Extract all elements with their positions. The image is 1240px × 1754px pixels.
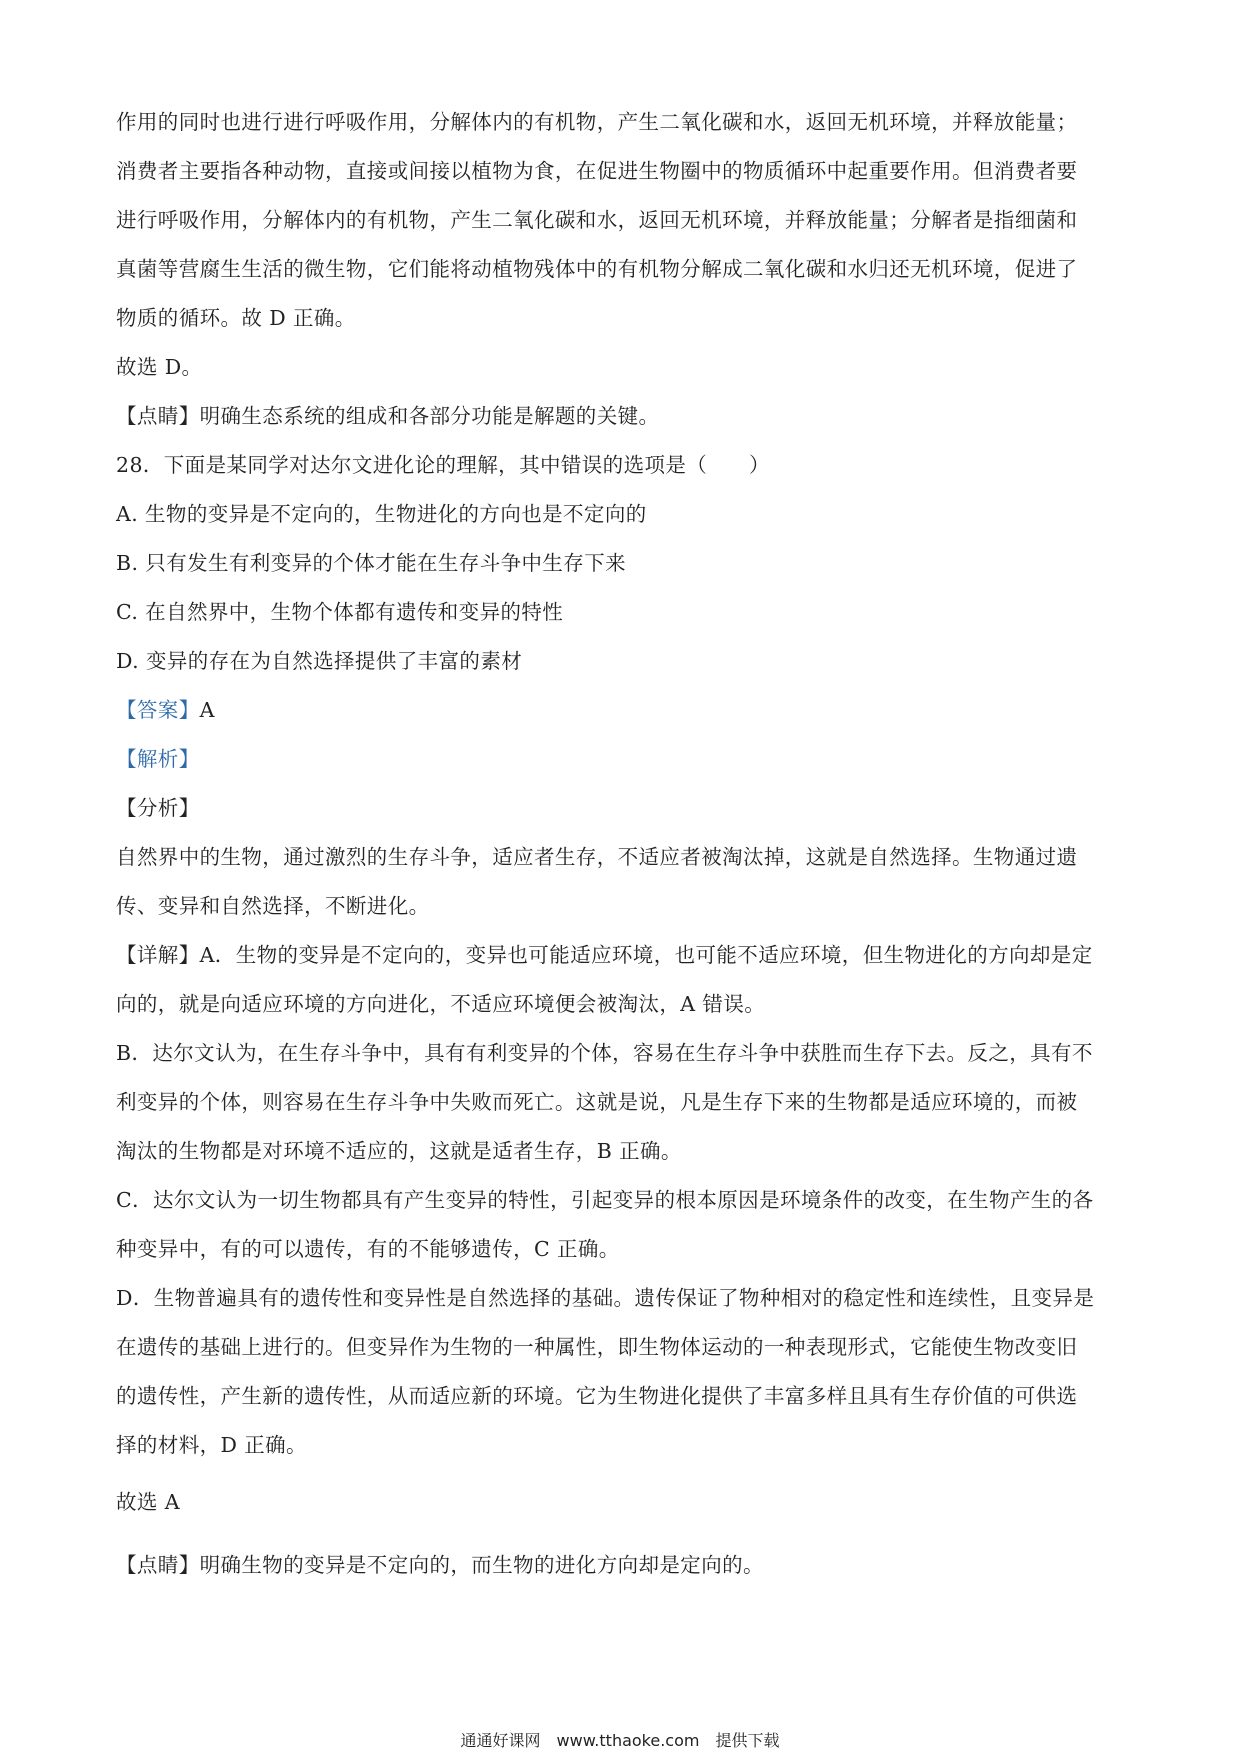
detail-text: 向的，就是向适应环境的方向进化，不适应环境便会被淘汰，A 错误。 [116,992,766,1016]
fenxi-text: 自然界中的生物，通过激烈的生存斗争，适应者生存，不适应者被淘汰掉，这就是自然选择。生物通过遗 [116,845,1078,869]
document-page [116,98,1136,1590]
detail-text: 淘汰的生物都是对环境不适应的，这就是适者生存，B 正确。 [116,1139,682,1163]
detail-text: C．达尔文认为一切生物都具有产生变异的特性，引起变异的根本原因是环境条件的改变，在生物产生的各 [116,1188,1094,1212]
answer-value: A [199,698,215,722]
page-footer: 通通好课网 www.tthaoke.com 提供下载 [460,1731,780,1750]
final-tip: 【点睛】明确生物的变异是不定向的，而生物的进化方向却是定向的。 [116,1553,764,1577]
detail-text: 种变异中，有的可以遗传，有的不能够遗传，C 正确。 [116,1237,620,1261]
answer-tag: 【答案】 [116,698,200,722]
analysis-tag: 【解析】 [116,747,200,771]
fenxi-text: 传、变异和自然选择，不断进化。 [116,894,430,918]
fenxi-heading: 【分析】 [116,796,200,820]
detail-text: 【详解】A．生物的变异是不定向的，变异也可能适应环境，也可能不适应环境，但生物进化的方向却是定 [116,943,1093,967]
answer-line [116,686,1136,735]
previous-tip: 【点睛】明确生态系统的组成和各部分功能是解题的关键。 [116,404,660,428]
text-line: 进行呼吸作用，分解体内的有机物，产生二氧化碳和水，返回无机环境，并释放能量；分解者是指细菌和 [116,208,1078,232]
option-d: D. 变异的存在为自然选择提供了丰富的素材 [116,649,523,673]
option-c: C. 在自然界中，生物个体都有遗传和变异的特性 [116,600,564,624]
text-line: 物质的循环。故 D 正确。 [116,306,356,330]
text-line: 真菌等营腐生生活的微生物，它们能将动植物残体中的有机物分解成二氧化碳和水归还无机环境，促进了 [116,257,1078,281]
previous-choice: 故选 D。 [116,355,203,379]
analysis-heading [116,735,1136,784]
text-line: 作用的同时也进行进行呼吸作用，分解体内的有机物，产生二氧化碳和水，返回无机环境，并释放能量； [116,110,1078,134]
detail-text: 择的材料，D 正确。 [116,1433,307,1457]
detail-text: B．达尔文认为，在生存斗争中，具有有利变异的个体，容易在生存斗争中获胜而生存下去。反之，具有不 [116,1041,1093,1065]
detail-text: D．生物普遍具有的遗传性和变异性是自然选择的基础。遗传保证了物种相对的稳定性和连续性，且变异是 [116,1286,1095,1310]
final-choice: 故选 A [116,1490,180,1514]
text-line: 消费者主要指各种动物，直接或间接以植物为食，在促进生物圈中的物质循环中起重要作用。但消费者要 [116,159,1078,183]
detail-text: 在遗传的基础上进行的。但变异作为生物的一种属性，即生物体运动的一种表现形式，它能使生物改变旧 [116,1335,1078,1359]
detail-text: 的遗传性，产生新的遗传性，从而适应新的环境。它为生物进化提供了丰富多样且具有生存价值的可供选 [116,1384,1078,1408]
question-28: 28．下面是某同学对达尔文进化论的理解，其中错误的选项是（ ） [116,453,770,477]
detail-text: 利变异的个体，则容易在生存斗争中失败而死亡。这就是说，凡是生存下来的生物都是适应环境的，而被 [116,1090,1078,1114]
option-b: B. 只有发生有利变异的个体才能在生存斗争中生存下来 [116,551,626,575]
option-a: A. 生物的变异是不定向的，生物进化的方向也是不定向的 [116,502,647,526]
